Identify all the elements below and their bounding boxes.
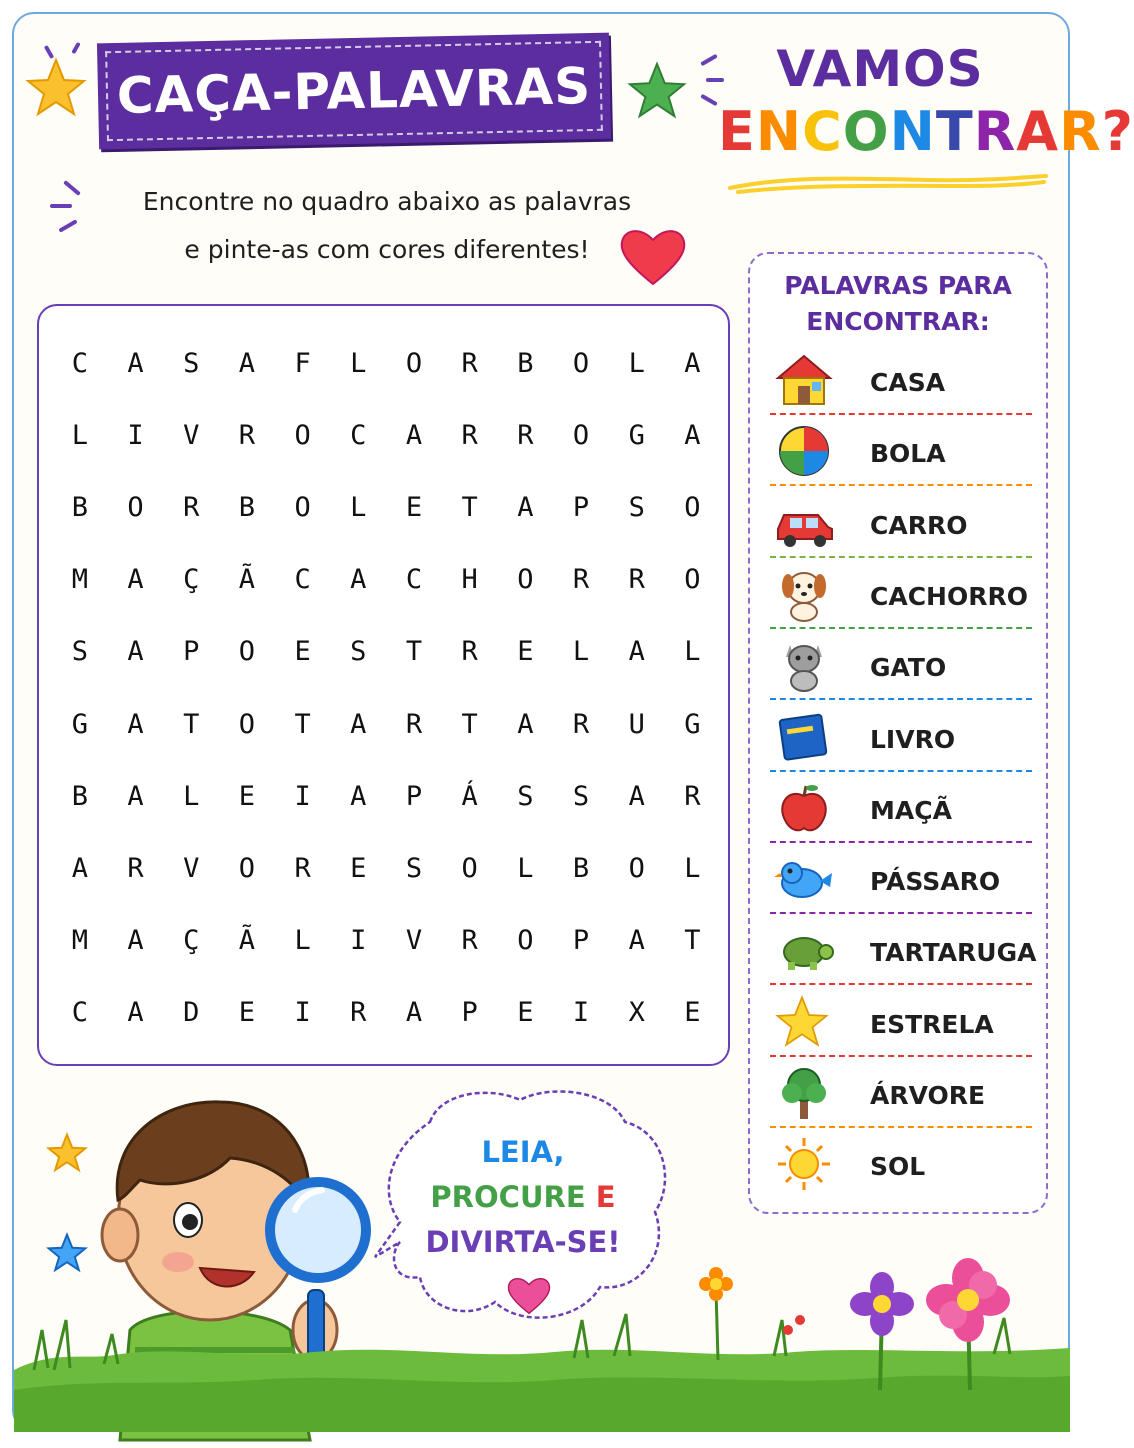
- bubble-line-1: LEIA,: [481, 1135, 565, 1169]
- grid-letter[interactable]: T: [461, 491, 478, 523]
- grid-letter[interactable]: Ã: [238, 925, 256, 957]
- grid-letter[interactable]: P: [461, 997, 478, 1029]
- grid-letter[interactable]: C: [71, 997, 88, 1029]
- grid-letter[interactable]: R: [517, 419, 534, 451]
- grid-letter[interactable]: R: [461, 925, 478, 957]
- grid-letter[interactable]: V: [183, 852, 200, 884]
- turtle-icon: [774, 922, 836, 978]
- grid-letter[interactable]: B: [71, 491, 88, 523]
- grid-letter[interactable]: A: [350, 708, 367, 740]
- word-list-item: [770, 344, 1032, 415]
- grid-letter[interactable]: U: [628, 708, 645, 740]
- grid-letter[interactable]: V: [183, 419, 200, 451]
- instructions-line-1: Encontre no quadro abaixo as palavras: [142, 187, 632, 216]
- word-label: MAÇÃ: [870, 795, 952, 825]
- grid-letter[interactable]: A: [405, 419, 423, 451]
- grid-letter[interactable]: Ç: [183, 925, 200, 957]
- word-list-item: [770, 914, 1037, 985]
- grid-letter[interactable]: I: [127, 419, 144, 451]
- heading-encontrar: [718, 100, 1134, 163]
- grid-letter[interactable]: S: [572, 780, 590, 812]
- grid-letter[interactable]: R: [628, 564, 645, 596]
- grid-letter[interactable]: B: [572, 852, 590, 884]
- word-list-item: [770, 558, 1032, 629]
- word-divider: [770, 1197, 1032, 1199]
- grid-letter[interactable]: B: [71, 780, 88, 812]
- heading-letter: N: [755, 100, 803, 163]
- grid-letter[interactable]: O: [684, 564, 701, 596]
- grid-letter[interactable]: O: [238, 852, 256, 884]
- grid-letter[interactable]: M: [71, 564, 88, 596]
- grid-letter[interactable]: A: [350, 780, 367, 812]
- grid-letter[interactable]: A: [517, 491, 534, 523]
- grid-letter[interactable]: T: [294, 708, 311, 740]
- grid-letter[interactable]: R: [350, 997, 367, 1029]
- grid-letter[interactable]: R: [294, 852, 311, 884]
- grid-letter[interactable]: Á: [461, 780, 478, 812]
- bubble-text: [398, 1130, 648, 1265]
- bubble-line-2a: PROCURE: [430, 1180, 586, 1214]
- word-list-item: [770, 415, 1032, 486]
- grid-letter[interactable]: L: [350, 491, 367, 523]
- grid-letter[interactable]: A: [127, 780, 144, 812]
- grid-letter[interactable]: D: [183, 997, 200, 1029]
- heading-letter: N: [889, 100, 936, 163]
- grid-letter[interactable]: R: [461, 419, 478, 451]
- grid-letter[interactable]: M: [71, 925, 88, 957]
- grid-letter[interactable]: B: [238, 491, 256, 523]
- grid-letter[interactable]: A: [127, 925, 144, 957]
- bubble-line-2b: E: [595, 1180, 616, 1214]
- grid-letter[interactable]: O: [238, 708, 256, 740]
- word-label: LIVRO: [870, 724, 956, 754]
- grid-letter[interactable]: H: [461, 564, 478, 596]
- word-label: GATO: [870, 653, 947, 683]
- grid-letter[interactable]: P: [572, 491, 590, 523]
- grid-letter[interactable]: R: [461, 636, 478, 668]
- yellow-scribble: [728, 172, 1050, 196]
- word-list-item: [770, 1128, 1032, 1199]
- grid-letter[interactable]: E: [517, 636, 534, 668]
- grid-letter[interactable]: B: [517, 347, 534, 379]
- grid-letter[interactable]: E: [350, 852, 367, 884]
- page-title: CAÇA-PALAVRAS: [116, 57, 592, 125]
- grid-letter[interactable]: O: [294, 419, 311, 451]
- grid-letter[interactable]: A: [127, 997, 144, 1029]
- word-label: TARTARUGA: [870, 938, 1037, 968]
- bird-icon: [774, 851, 836, 907]
- grid-letter[interactable]: I: [294, 780, 311, 812]
- heading-letter: C: [802, 100, 843, 163]
- instructions-line-2: e pinte-as com cores diferentes!: [184, 235, 590, 264]
- green-star-icon: [626, 60, 688, 122]
- grid-letter[interactable]: C: [405, 564, 423, 596]
- grid-letter[interactable]: A: [628, 780, 645, 812]
- grid-letter[interactable]: I: [350, 925, 367, 957]
- grid-letter[interactable]: G: [684, 708, 701, 740]
- grid-letter[interactable]: G: [71, 708, 88, 740]
- grid-letter[interactable]: O: [684, 491, 701, 523]
- grid-letter[interactable]: P: [572, 925, 590, 957]
- grid-letter[interactable]: T: [183, 708, 200, 740]
- word-label: CASA: [870, 368, 946, 397]
- grid-letter[interactable]: L: [71, 419, 88, 451]
- grid-letter[interactable]: O: [405, 347, 423, 379]
- heading-letter: E: [718, 100, 756, 163]
- word-label: CARRO: [870, 510, 968, 540]
- heading-vamos: VAMOS: [776, 40, 984, 98]
- grid-letter[interactable]: Ã: [238, 564, 256, 596]
- bubble-line-3: DIVIRTA-SE!: [425, 1225, 621, 1259]
- heading-letter: R: [1059, 100, 1102, 163]
- grid-letter[interactable]: S: [71, 636, 88, 668]
- heading-letter: T: [935, 100, 974, 163]
- heart-icon: [618, 224, 688, 288]
- grid-letter[interactable]: O: [127, 491, 144, 523]
- grid-letter[interactable]: S: [517, 780, 534, 812]
- grid-letter[interactable]: S: [628, 491, 645, 523]
- word-label: ÁRVORE: [870, 1081, 986, 1110]
- dog-icon: [774, 566, 836, 622]
- grid-letter[interactable]: R: [183, 491, 200, 523]
- grid-letter[interactable]: E: [684, 997, 701, 1029]
- grid-letter[interactable]: A: [628, 636, 645, 668]
- grid-letter[interactable]: S: [183, 347, 200, 379]
- tree-icon: [774, 1065, 836, 1121]
- word-list-title: [752, 268, 1044, 340]
- word-list-item: [770, 487, 1032, 558]
- grid-letter[interactable]: C: [294, 564, 311, 596]
- grid-letter[interactable]: L: [684, 636, 701, 668]
- word-label: PÁSSARO: [870, 867, 1001, 897]
- grass-and-flowers-illustration: [14, 1260, 1070, 1432]
- word-list-item: [770, 843, 1032, 914]
- grid-letter[interactable]: L: [294, 925, 311, 957]
- grid-letter[interactable]: A: [127, 347, 144, 379]
- word-list-title-line-1: PALAVRAS PARA: [784, 271, 1012, 300]
- grid-letter[interactable]: O: [238, 636, 256, 668]
- grid-letter[interactable]: P: [183, 636, 200, 668]
- word-list-item: [770, 772, 1032, 843]
- grid-letter[interactable]: A: [127, 636, 144, 668]
- grid-letter[interactable]: I: [572, 997, 590, 1029]
- grid-letter[interactable]: A: [405, 997, 423, 1029]
- book-icon: [774, 709, 836, 765]
- heading-letter: A: [1016, 100, 1060, 163]
- heading-letter: O: [842, 100, 890, 163]
- grid-letter[interactable]: T: [405, 636, 423, 668]
- grid-letter[interactable]: L: [350, 347, 367, 379]
- cat-icon: [774, 637, 836, 693]
- car-icon: [774, 495, 836, 551]
- grid-letter[interactable]: X: [628, 997, 645, 1029]
- grid-letter[interactable]: Ç: [183, 564, 200, 596]
- grid-letter[interactable]: V: [405, 925, 423, 957]
- word-label: CACHORRO: [870, 581, 1028, 611]
- sparkle-dash: [50, 204, 72, 208]
- grid-letter[interactable]: A: [127, 564, 144, 596]
- grid-letter[interactable]: A: [238, 347, 256, 379]
- sun-icon: [774, 1136, 836, 1192]
- grid-letter[interactable]: O: [517, 564, 534, 596]
- grid-letter[interactable]: R: [572, 708, 590, 740]
- grid-letter[interactable]: L: [183, 780, 200, 812]
- grid-letter[interactable]: L: [684, 852, 701, 884]
- grid-letter[interactable]: A: [350, 564, 367, 596]
- heading-letter: R: [973, 100, 1017, 163]
- grid-letter[interactable]: C: [350, 419, 367, 451]
- grid-letter[interactable]: T: [461, 708, 478, 740]
- title-banner: [97, 33, 611, 150]
- star-icon: [774, 994, 836, 1050]
- grid-letter[interactable]: R: [127, 852, 144, 884]
- grid-letter[interactable]: E: [405, 491, 423, 523]
- grid-letter[interactable]: R: [461, 347, 478, 379]
- grid-letter[interactable]: L: [628, 347, 645, 379]
- grid-letter[interactable]: R: [572, 564, 590, 596]
- grid-letter[interactable]: T: [684, 925, 701, 957]
- heading-letter: ?: [1101, 100, 1134, 163]
- house-icon: [774, 352, 836, 408]
- grid-letter[interactable]: C: [71, 347, 88, 379]
- word-list-item: [770, 986, 1032, 1057]
- ball-icon: [774, 423, 836, 479]
- grid-letter[interactable]: R: [238, 419, 256, 451]
- grid-letter[interactable]: A: [71, 852, 88, 884]
- grid-letter[interactable]: I: [294, 997, 311, 1029]
- grid-letter[interactable]: S: [405, 852, 423, 884]
- grid-letter[interactable]: E: [294, 636, 311, 668]
- grid-letter[interactable]: F: [294, 347, 311, 379]
- yellow-star-icon: [24, 56, 88, 120]
- word-list-item: [770, 629, 1032, 700]
- grid-letter[interactable]: A: [517, 708, 534, 740]
- apple-icon: [774, 780, 836, 836]
- word-label: SOL: [870, 1152, 926, 1182]
- grid-letter[interactable]: A: [628, 925, 645, 957]
- word-list-title-line-2: ENCONTRAR:: [806, 307, 990, 336]
- grid-letter[interactable]: G: [628, 419, 645, 451]
- sparkle-dash: [706, 78, 724, 82]
- grid-letter[interactable]: E: [238, 997, 256, 1029]
- word-label: ESTRELA: [870, 1009, 994, 1039]
- grid-letter[interactable]: L: [517, 852, 534, 884]
- grid-letter[interactable]: O: [517, 925, 534, 957]
- grid-letter[interactable]: R: [684, 780, 701, 812]
- grid-letter[interactable]: A: [684, 419, 701, 451]
- grid-letter[interactable]: L: [572, 636, 590, 668]
- word-list-item: [770, 1057, 1032, 1128]
- grid-letter[interactable]: A: [127, 708, 144, 740]
- grid-letter[interactable]: E: [238, 780, 256, 812]
- grid-letter[interactable]: O: [572, 419, 590, 451]
- grid-letter[interactable]: E: [517, 997, 534, 1029]
- word-label: BOLA: [870, 439, 946, 469]
- grid-letter[interactable]: O: [461, 852, 478, 884]
- grid-letter[interactable]: O: [572, 347, 590, 379]
- grid-letter[interactable]: R: [405, 708, 423, 740]
- grid-letter[interactable]: O: [294, 491, 311, 523]
- grid-letter[interactable]: S: [350, 636, 367, 668]
- bubble-line-2: [398, 1175, 648, 1220]
- word-list-item: [770, 701, 1032, 772]
- word-search-grid: [52, 327, 720, 1049]
- grid-letter[interactable]: O: [628, 852, 645, 884]
- grid-letter[interactable]: P: [405, 780, 423, 812]
- instructions: [92, 178, 682, 274]
- grid-letter[interactable]: A: [684, 347, 701, 379]
